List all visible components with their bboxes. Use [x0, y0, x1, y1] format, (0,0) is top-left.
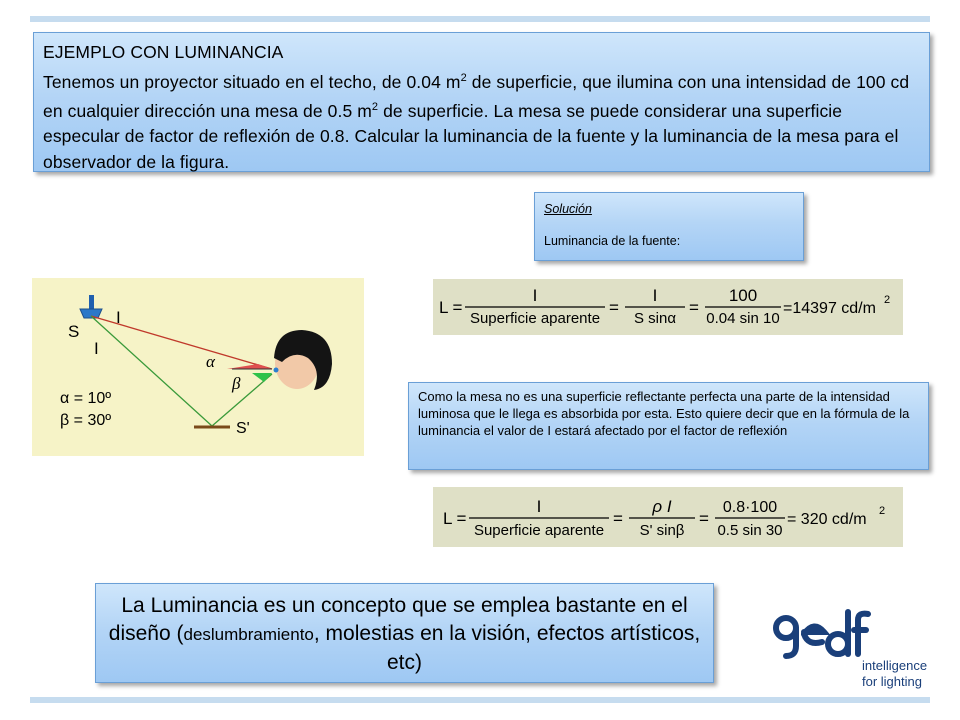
fraction-denominator: 0.04 sin 10: [706, 310, 780, 327]
diagram-figure: [32, 278, 364, 456]
alpha-value: α = 10º: [60, 390, 112, 407]
label-i-top: I: [116, 308, 121, 327]
fraction-numerator: ρ I: [652, 497, 672, 516]
problem-text-part: de superficie. La mesa se puede considerar una superficie especular de factor de reflexión de 0.8. Calcular la luminancia de la fuente y la luminancia de la mesa para el observador de la figura.: [43, 100, 899, 172]
superscript: 2: [460, 71, 467, 84]
problem-text: [43, 66, 920, 176]
bottom-divider-bar: [30, 697, 930, 703]
projector-icon: [80, 295, 102, 318]
conclusion-text-part: , molestias en la visión, efectos artísticos, etc): [313, 622, 701, 674]
fraction-numerator: 100: [728, 286, 758, 305]
superscript: 2: [879, 505, 886, 517]
conclusion-text-small: deslumbramiento: [183, 625, 314, 644]
fraction-denominator: Superficie aparente: [469, 310, 601, 327]
label-beta: β: [232, 374, 241, 393]
formula-result: =14397 cd/m: [783, 300, 876, 317]
problem-statement-box: [33, 32, 930, 172]
fraction-denominator: S sinα: [633, 310, 677, 327]
fraction-numerator: 0.8·100: [722, 499, 778, 516]
logo-tagline-line: for lighting: [862, 674, 922, 689]
conclusion-text-part: La Luminancia es un concepto que se emplea bastante en el diseño (: [108, 594, 688, 645]
superscript: 2: [884, 294, 891, 306]
problem-heading: EJEMPLO CON LUMINANCIA: [43, 42, 284, 62]
label-alpha: α: [206, 352, 215, 371]
problem-text-part: Tenemos un proyector situado en el techo, de 0.04 m: [43, 71, 461, 92]
solution-subtitle: Luminancia de la fuente:: [544, 234, 681, 248]
superscript: 2: [371, 100, 379, 113]
fraction-numerator: I: [652, 286, 658, 305]
label-i-left: I: [94, 339, 99, 358]
formula-2-render: [433, 487, 903, 547]
logo-tagline-line: intelligence: [862, 658, 928, 673]
formula-luminance-table: [433, 487, 903, 547]
solution-box: [534, 192, 804, 261]
formula-lhs: L =: [443, 509, 467, 528]
note-text: Como la mesa no es una superficie reflectante perfecta una parte de la intensidad luminosa que le llega es absorbida por esta. Esto quiere decir que en la fórmula de la luminancia el valor de I estará afectado por el factor de reflexión: [418, 389, 910, 438]
beta-angle-mark: [252, 373, 272, 382]
formula-1-render: [433, 279, 903, 335]
conclusion-box: [95, 583, 714, 683]
fraction-denominator: Superficie aparente: [473, 522, 605, 539]
fraction-numerator: I: [532, 286, 538, 305]
equals-sign: =: [689, 298, 699, 317]
equals-sign: =: [609, 298, 619, 317]
fraction-denominator: S' sinβ: [639, 522, 685, 539]
formula-luminance-source: [433, 279, 903, 335]
reflected-ray: [91, 316, 272, 426]
solution-title: Solución: [544, 202, 592, 216]
label-s-prime: S': [236, 420, 250, 437]
reflection-note-box: [408, 382, 929, 470]
top-divider-bar: [30, 16, 930, 22]
logo-tagline: [862, 658, 927, 690]
equals-sign: =: [699, 509, 709, 528]
problem-text-part: de superficie, que ilumina con una intensidad de 100 cd en cualquier dirección una mesa de 0.5 m: [43, 71, 910, 121]
beta-value: β = 30º: [60, 412, 112, 429]
observer-head-icon: [274, 330, 333, 390]
fraction-numerator: I: [536, 497, 542, 516]
fraction-denominator: 0.5 sin 30: [717, 522, 783, 539]
formula-lhs: L =: [439, 298, 463, 317]
formula-result: = 320 cd/m: [787, 511, 867, 528]
luminance-diagram: [32, 278, 364, 456]
equals-sign: =: [613, 509, 623, 528]
label-s: S: [68, 322, 80, 341]
